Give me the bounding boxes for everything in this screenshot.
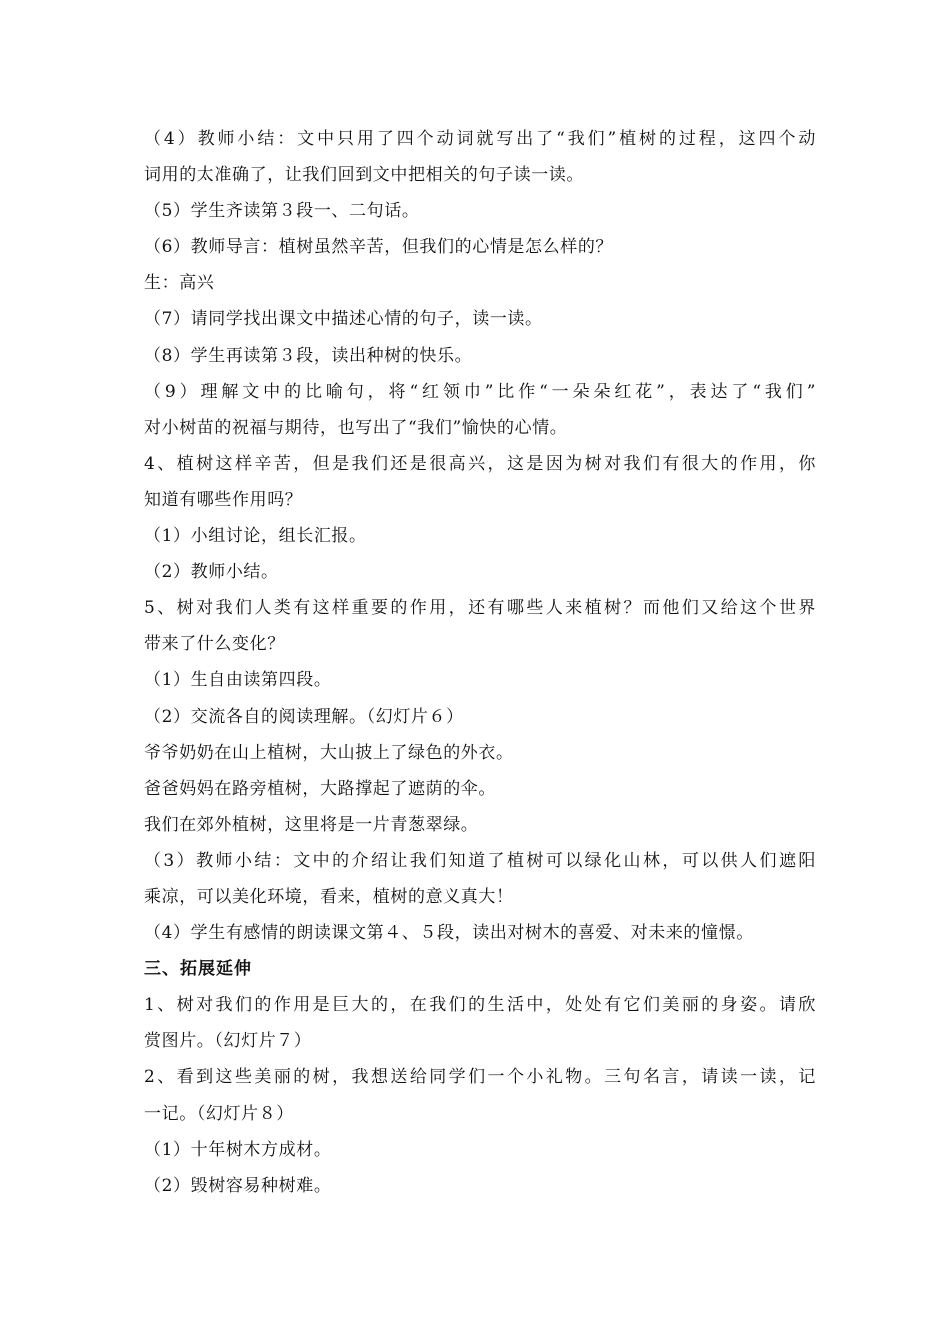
text-line: （2）交流各自的阅读理解。（幻灯片６） (144, 706, 464, 727)
text-line: 爷爷奶奶在山上植树，大山披上了绿色的外衣。 (144, 742, 514, 763)
text-line: （4）学生有感情的朗读课文第４、５段，读出对树木的喜爱、对未来的憧憬。 (144, 923, 754, 944)
text-line: 知道有哪些作用吗？ (144, 489, 303, 510)
text-line: 赏图片。（幻灯片７） (144, 1031, 312, 1052)
text-line: 5、树对我们人类有这样重要的作用，还有哪些人来植树？而他们又给这个世界 (144, 598, 816, 619)
text-line: 2、看到这些美丽的树，我想送给同学们一个小礼物。三句名言，请读一读，记 (144, 1067, 816, 1088)
document-body (144, 121, 816, 1204)
text-line: 带来了什么变化？ (144, 634, 285, 655)
text-line: 对小树苗的祝福与期待，也写出了“我们”愉快的心情。 (144, 417, 568, 438)
text-line: （1）生自由读第四段。 (144, 670, 332, 691)
section-heading: 三、拓展延伸 (144, 959, 252, 980)
text-line: 词用的太准确了，让我们回到文中把相关的句子读一读。 (144, 165, 584, 186)
text-line: （1）小组讨论，组长汇报。 (144, 526, 367, 547)
text-line: 我们在郊外植树，这里将是一片青葱翠绿。 (144, 814, 479, 835)
text-line: 爸爸妈妈在路旁植树，大路撑起了遮荫的伞。 (144, 778, 496, 799)
text-line: （5）学生齐读第３段一、二句话。 (144, 201, 420, 222)
text-line: 乘凉，可以美化环境，看来，植树的意义真大！ (144, 886, 514, 907)
text-line: 1、树对我们的作用是巨大的，在我们的生活中，处处有它们美丽的身姿。请欣 (144, 995, 816, 1016)
text-line: （9）理解文中的比喻句，将“红领巾”比作“一朵朵红花”，表达了“我们” (144, 381, 816, 402)
text-line: （2）教师小结。 (144, 562, 279, 583)
text-line: （2）毁树容易种树难。 (144, 1175, 332, 1196)
text-line: 生：高兴 (144, 273, 215, 294)
text-line: （8）学生再读第３段，读出种树的快乐。 (144, 345, 473, 366)
text-line: （1）十年树木方成材。 (144, 1139, 332, 1160)
text-line: 一记。（幻灯片８） (144, 1103, 294, 1124)
text-line: （7）请同学找出课文中描述心情的句子，读一读。 (144, 309, 543, 330)
text-line: （4）教师小结：文中只用了四个动词就写出了“我们”植树的过程，这四个动 (144, 129, 816, 149)
text-line: （6）教师导言：植树虽然辛苦，但我们的心情是怎么样的？ (144, 237, 614, 258)
text-line: （3）教师小结：文中的介绍让我们知道了植树可以绿化山林，可以供人们遮阳 (144, 850, 816, 871)
text-line: 4、植树这样辛苦，但是我们还是很高兴，这是因为树对我们有很大的作用，你 (144, 453, 816, 474)
